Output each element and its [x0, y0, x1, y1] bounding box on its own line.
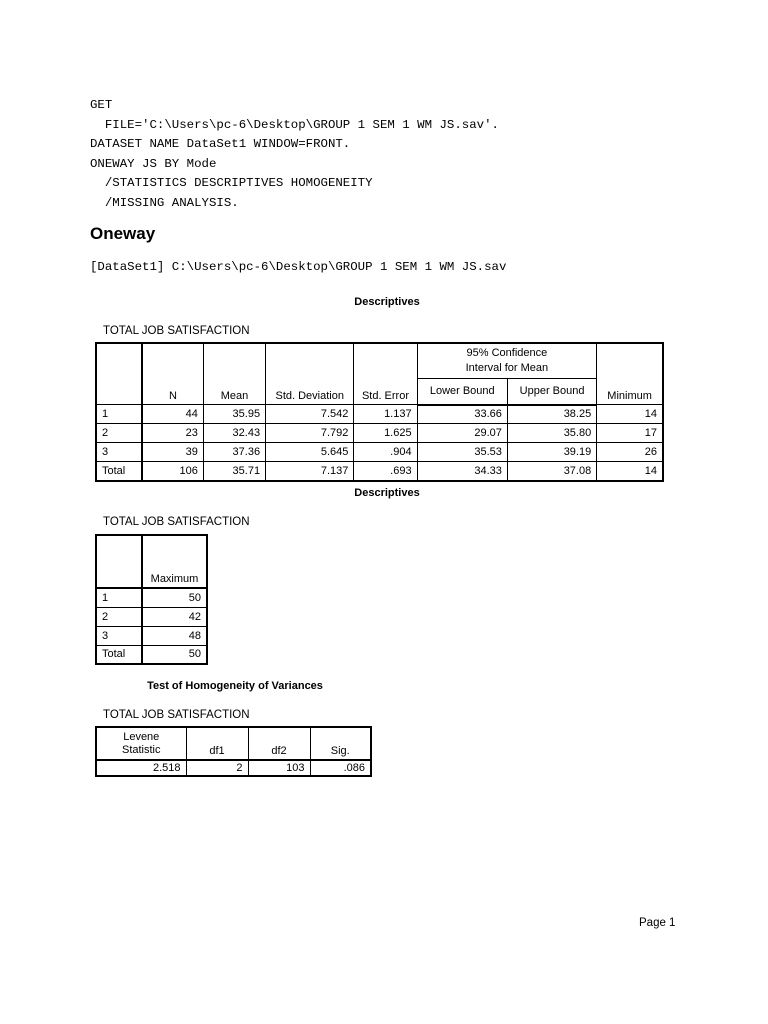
col-header-sig: Sig. — [310, 727, 371, 760]
table-row — [96, 607, 207, 626]
table-cell: 17 — [597, 424, 663, 443]
syntax-line: FILE='C:\Users\pc-6\Desktop\GROUP 1 SEM 1 WM JS.sav'. — [90, 117, 499, 132]
table-cell: 34.33 — [417, 462, 507, 481]
table-row — [96, 645, 207, 664]
table-row — [96, 443, 663, 462]
descriptives-2-title: Descriptives — [354, 487, 420, 499]
table-cell: 39 — [142, 443, 203, 462]
row-label: 3 — [96, 626, 142, 645]
corner-cell — [96, 535, 142, 588]
row-label: 2 — [96, 607, 142, 626]
row-label: Total — [96, 645, 142, 664]
table-cell: 35.53 — [417, 443, 507, 462]
table-cell: 5.645 — [266, 443, 354, 462]
procedure-heading: Oneway — [90, 224, 156, 243]
syntax-line: /STATISTICS DESCRIPTIVES HOMOGENEITY — [90, 176, 373, 191]
cell-df1: 2 — [186, 760, 248, 776]
table-cell: 38.25 — [507, 405, 596, 424]
table-cell: 7.137 — [266, 462, 354, 481]
col-header-std-error: Std. Error — [354, 343, 417, 405]
cell-sig: .086 — [310, 760, 371, 776]
table-cell: 39.19 — [507, 443, 596, 462]
col-header-n: N — [142, 343, 203, 405]
homogeneity-title: Test of Homogeneity of Variances — [147, 680, 323, 692]
col-header-lower-bound: Lower Bound — [417, 379, 507, 405]
table-cell: 50 — [142, 645, 207, 664]
col-header-df2: df2 — [248, 727, 310, 760]
descriptives-title: Descriptives — [354, 296, 420, 308]
table-cell: 35.71 — [203, 462, 265, 481]
table-cell: 35.95 — [203, 405, 265, 424]
table-cell: 48 — [142, 626, 207, 645]
table-row — [96, 405, 663, 424]
row-label: 3 — [96, 443, 142, 462]
table-cell: 14 — [597, 405, 663, 424]
col-header-levene-statistic: Levene Statistic — [96, 727, 186, 760]
col-header-upper-bound: Upper Bound — [507, 379, 596, 405]
row-label: Total — [96, 462, 142, 481]
table-cell: 37.08 — [507, 462, 596, 481]
descriptives-2-caption: TOTAL JOB SATISFACTION — [103, 516, 250, 528]
table-cell: 44 — [142, 405, 203, 424]
table-cell: 14 — [597, 462, 663, 481]
col-header-std-deviation: Std. Deviation — [266, 343, 354, 405]
descriptives-table — [95, 342, 664, 482]
homogeneity-table — [95, 726, 372, 777]
table-cell: 1.137 — [354, 405, 417, 424]
row-label: 2 — [96, 424, 142, 443]
col-header-mean: Mean — [203, 343, 265, 405]
table-row — [96, 626, 207, 645]
row-label: 1 — [96, 588, 142, 607]
table-cell: 33.66 — [417, 405, 507, 424]
table-cell: 1.625 — [354, 424, 417, 443]
table-cell: 106 — [142, 462, 203, 481]
page-number: Page 1 — [639, 917, 676, 929]
table-cell: .904 — [354, 443, 417, 462]
table-cell: 23 — [142, 424, 203, 443]
table-row — [96, 424, 663, 443]
table-cell: 29.07 — [417, 424, 507, 443]
syntax-line: DATASET NAME DataSet1 WINDOW=FRONT. — [90, 137, 351, 152]
table-row — [96, 462, 663, 481]
table-cell: 26 — [597, 443, 663, 462]
table-cell: 42 — [142, 607, 207, 626]
col-header-maximum: Maximum — [142, 535, 207, 588]
syntax-block — [90, 96, 499, 214]
dataset-line: [DataSet1] C:\Users\pc-6\Desktop\GROUP 1 SEM 1 WM JS.sav — [90, 260, 507, 274]
syntax-line: /MISSING ANALYSIS. — [90, 195, 239, 210]
table-cell: 50 — [142, 588, 207, 607]
table-cell: 7.542 — [266, 405, 354, 424]
table-cell: 32.43 — [203, 424, 265, 443]
table-cell: .693 — [354, 462, 417, 481]
table-cell: 7.792 — [266, 424, 354, 443]
syntax-line: ONEWAY JS BY Mode — [90, 156, 217, 171]
cell-levene-statistic: 2.518 — [96, 760, 186, 776]
table-cell: 37.36 — [203, 443, 265, 462]
cell-df2: 103 — [248, 760, 310, 776]
col-header-df1: df1 — [186, 727, 248, 760]
descriptives-caption: TOTAL JOB SATISFACTION — [103, 325, 250, 337]
col-header-minimum: Minimum — [597, 343, 663, 405]
homogeneity-caption: TOTAL JOB SATISFACTION — [103, 709, 250, 721]
row-label: 1 — [96, 405, 142, 424]
corner-cell — [96, 343, 142, 405]
col-header-confidence-interval: 95% Confidence Interval for Mean — [417, 343, 597, 379]
descriptives-max-table — [95, 534, 208, 665]
table-cell: 35.80 — [507, 424, 596, 443]
table-row — [96, 588, 207, 607]
syntax-line: GET — [90, 98, 113, 112]
